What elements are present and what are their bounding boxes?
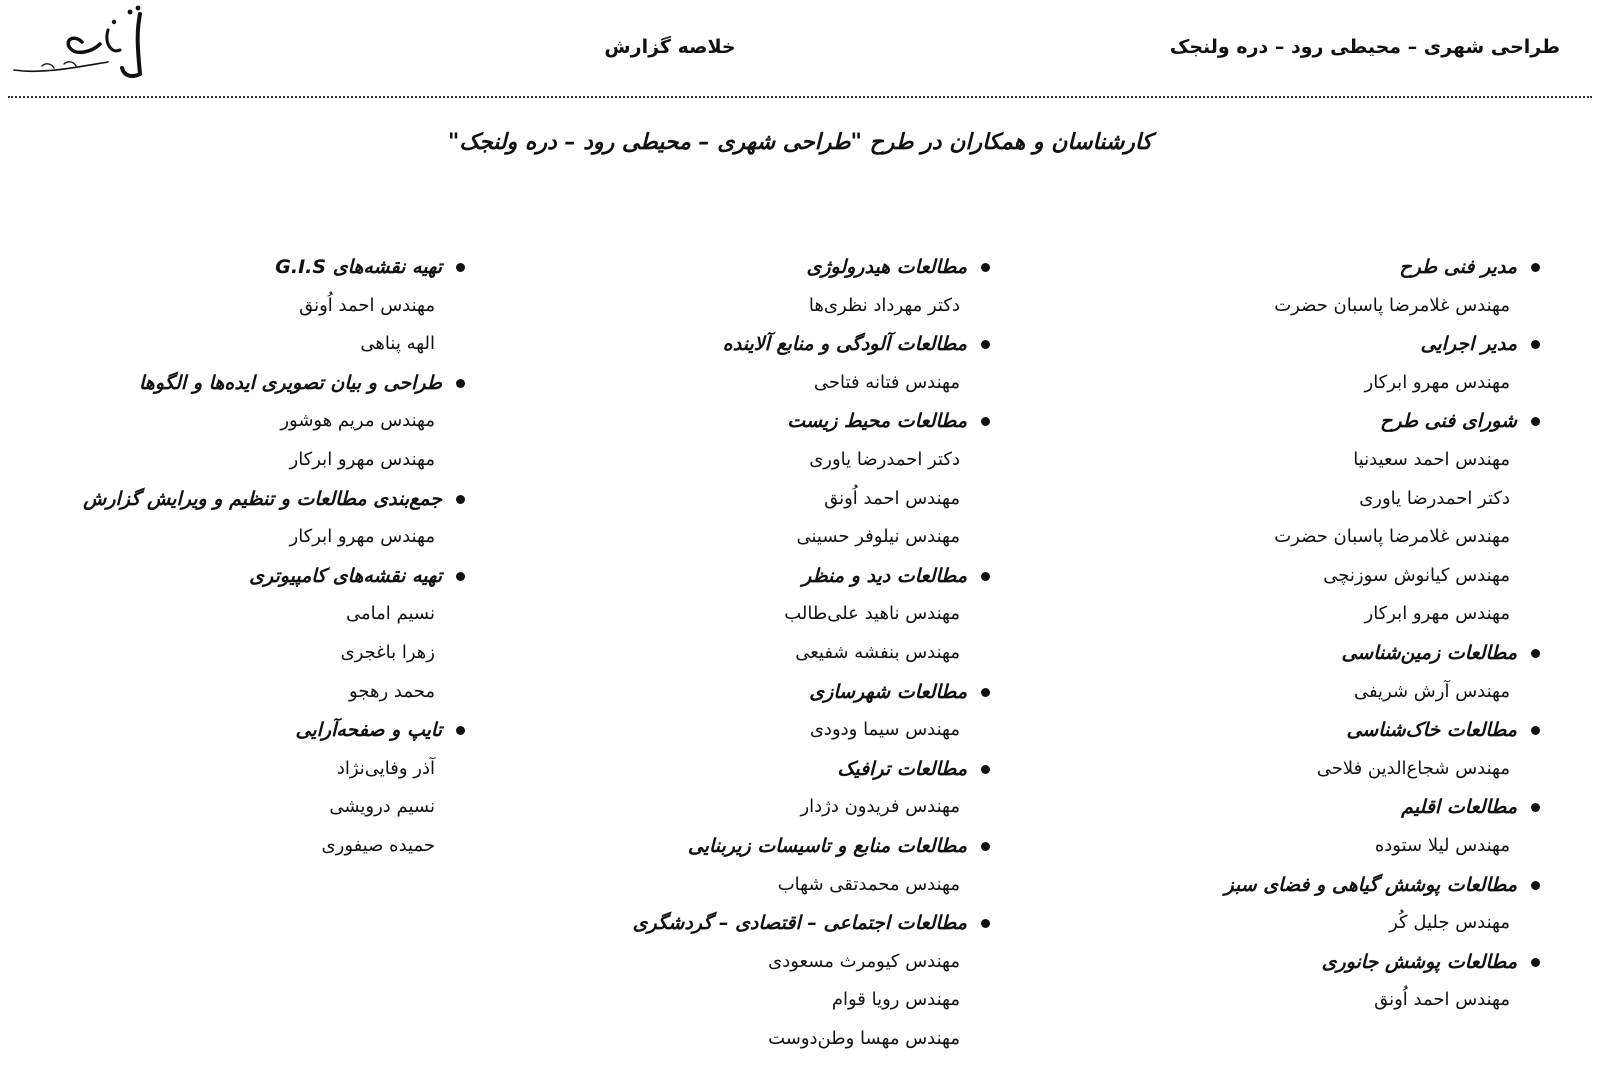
role-heading xyxy=(470,402,990,441)
role-heading-text: طراحی و بیان تصویری ایده‌ها و الگوها xyxy=(139,371,442,394)
role-heading xyxy=(1080,634,1540,673)
staff-name: مهندس جلیل کُر xyxy=(1389,912,1510,934)
staff-name: مهندس فتانه فتاحی xyxy=(813,371,960,393)
role-heading xyxy=(470,750,990,789)
role-heading-text: جمع‌بندی مطالعات و تنظیم و ویرایش گزارش xyxy=(83,487,442,510)
bullet-icon xyxy=(1531,958,1540,967)
bullet-icon xyxy=(456,379,465,388)
role-heading-text: مطالعات منابع و تاسیسات زیربنایی xyxy=(687,834,967,857)
role-heading-text: مطالعات اقلیم xyxy=(1401,796,1517,819)
staff-name: مهندس مهرو ابرکار xyxy=(289,448,435,470)
bullet-icon xyxy=(456,572,465,581)
role-heading xyxy=(470,904,990,943)
role-heading-text: مدیر اجرایی xyxy=(1420,333,1517,356)
role-heading-text: مطالعات پوشش گیاهی و فضای سبز xyxy=(1224,873,1517,896)
bullet-icon xyxy=(456,495,465,504)
staff-name: دکتر احمدرضا یاوری xyxy=(809,448,960,470)
role-heading-text: مطالعات ترافیک xyxy=(837,757,967,780)
role-heading xyxy=(1080,325,1540,364)
role-heading xyxy=(470,325,990,364)
staff-name: مهندس احمد اُونق xyxy=(824,487,960,509)
bullet-icon xyxy=(1531,263,1540,272)
role-heading xyxy=(5,557,465,596)
staff-name: نسیم امامی xyxy=(346,603,435,625)
staff-name: مهندس مهرو ابرکار xyxy=(289,526,435,548)
staff-name: مهندس ناهید علی‌طالب xyxy=(784,603,960,625)
role-heading-text: مطالعات زمین‌شناسی xyxy=(1341,641,1517,664)
staff-name: مهندس غلامرضا پاسبان حضرت xyxy=(1274,526,1510,548)
bullet-icon xyxy=(981,572,990,581)
bullet-icon xyxy=(1531,649,1540,658)
signature-logo-icon xyxy=(12,4,152,86)
document-title: کارشناسان و همکاران در طرح "طراحی شهری – محیطی رود – دره ولنجک" xyxy=(447,130,1153,155)
bullet-icon xyxy=(1531,340,1540,349)
bullet-icon xyxy=(981,765,990,774)
role-heading-text: مطالعات آلودگی و منابع آلاینده xyxy=(722,333,967,356)
bullet-icon xyxy=(456,263,465,272)
bullet-icon xyxy=(981,263,990,272)
role-heading-text: تایپ و صفحه‌آرایی xyxy=(295,719,442,742)
staff-name: مهندس احمد اُونق xyxy=(1374,989,1510,1011)
role-heading xyxy=(5,711,465,750)
role-heading-text: مطالعات پوشش جانوری xyxy=(1321,950,1517,973)
staff-name: مهندس مهسا وطن‌دوست xyxy=(768,1027,960,1049)
staff-name: مهندس لیلا ستوده xyxy=(1374,834,1510,856)
role-heading xyxy=(1080,943,1540,982)
staff-name: مهندس محمدتقی شهاب xyxy=(777,873,960,895)
role-heading xyxy=(470,673,990,712)
role-heading xyxy=(1080,248,1540,287)
role-heading-text: مطالعات محیط زیست xyxy=(787,410,967,433)
role-heading-text: تهیه نقشه‌های G.I.S xyxy=(275,256,442,278)
page-header xyxy=(0,0,1600,96)
role-heading xyxy=(1080,402,1540,441)
staff-name: مهندس بنفشه شفیعی xyxy=(795,641,960,663)
staff-name: الهه پناهی xyxy=(360,333,435,355)
role-heading-text: مدیر فنی طرح xyxy=(1399,256,1517,278)
bullet-icon xyxy=(981,417,990,426)
staff-name: مهندس سیما ودودی xyxy=(809,719,960,741)
staff-name: مهندس فریدون دژدار xyxy=(800,796,960,818)
role-heading xyxy=(5,364,465,403)
section-title: خلاصه گزارش xyxy=(604,36,736,58)
staff-name: آذر وفایی‌نژاد xyxy=(336,757,435,779)
staff-name: محمد رهجو xyxy=(349,680,435,702)
bullet-icon xyxy=(981,688,990,697)
staff-name: مهندس احمد اُونق xyxy=(299,294,435,316)
staff-name: دکتر مهرداد نظری‌ها xyxy=(808,294,960,316)
staff-name: مهندس غلامرضا پاسبان حضرت xyxy=(1274,294,1510,316)
bullet-icon xyxy=(1531,417,1540,426)
bullet-icon xyxy=(1531,726,1540,735)
staff-name: مهندس مهرو ابرکار xyxy=(1364,603,1510,625)
role-heading-text: مطالعات هیدرولوژی xyxy=(806,256,967,278)
role-heading xyxy=(5,480,465,519)
staff-name: مهندس احمد سعیدنیا xyxy=(1353,448,1510,470)
role-heading-text: مطالعات خاک‌شناسی xyxy=(1346,719,1517,742)
bullet-icon xyxy=(1531,803,1540,812)
staff-name: مهندس مریم هوشور xyxy=(280,410,435,432)
role-heading-text: مطالعات شهرسازی xyxy=(809,680,967,703)
role-heading xyxy=(470,248,990,287)
column-3 xyxy=(5,248,465,866)
role-heading xyxy=(5,248,465,287)
column-2 xyxy=(470,248,990,1058)
project-title: طراحی شهری – محیطی رود – دره ولنجک xyxy=(1169,36,1560,58)
header-divider xyxy=(8,96,1592,98)
staff-name: مهندس رویا قوام xyxy=(831,989,960,1011)
role-heading xyxy=(1080,866,1540,905)
bullet-icon xyxy=(981,340,990,349)
staff-name: مهندس آرش شریفی xyxy=(1353,680,1510,702)
bullet-icon xyxy=(456,726,465,735)
staff-name: نسیم درویشی xyxy=(329,796,435,818)
staff-name: حمیده صیفوری xyxy=(321,834,435,856)
staff-name: مهندس کیومرث مسعودی xyxy=(768,950,960,972)
staff-name: زهرا باغجری xyxy=(340,641,435,663)
staff-name: مهندس مهرو ابرکار xyxy=(1364,371,1510,393)
staff-name: مهندس نیلوفر حسینی xyxy=(796,526,960,548)
role-heading xyxy=(1080,711,1540,750)
bullet-icon xyxy=(981,919,990,928)
role-heading-text: مطالعات اجتماعی – اقتصادی – گردشگری xyxy=(632,912,967,935)
staff-name: مهندس کیانوش سوزنچی xyxy=(1323,564,1510,586)
role-heading-text: شورای فنی طرح xyxy=(1380,410,1517,433)
role-heading xyxy=(470,557,990,596)
staff-name: مهندس شجاع‌الدین فلاحی xyxy=(1316,757,1510,779)
bullet-icon xyxy=(981,842,990,851)
bullet-icon xyxy=(1531,881,1540,890)
role-heading-text: مطالعات دید و منظر xyxy=(802,564,967,587)
role-heading-text: تهیه نقشه‌های کامپیوتری xyxy=(249,564,442,587)
role-heading xyxy=(470,827,990,866)
staff-name: دکتر احمدرضا یاوری xyxy=(1359,487,1510,509)
column-1 xyxy=(1080,248,1540,1020)
role-heading xyxy=(1080,788,1540,827)
